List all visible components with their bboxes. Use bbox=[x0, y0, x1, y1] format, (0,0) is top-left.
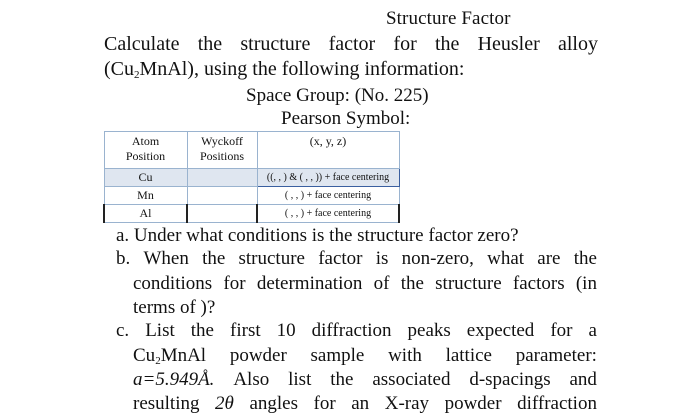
question-c-line-1 bbox=[116, 320, 597, 342]
word: structure bbox=[435, 273, 502, 294]
cell-atom: Al bbox=[104, 205, 187, 223]
word: lattice bbox=[445, 345, 492, 366]
cell-wyckoff bbox=[187, 169, 257, 187]
word: factor bbox=[328, 33, 376, 55]
word: the bbox=[434, 33, 460, 55]
word: list bbox=[288, 369, 312, 390]
word: Calculate bbox=[104, 33, 180, 55]
question-c-formula-prefix: Cu bbox=[133, 345, 156, 366]
word: factors bbox=[512, 273, 565, 294]
cell-coords: ((, , ) & ( , , )) + face centering bbox=[257, 169, 399, 187]
cell-wyckoff bbox=[187, 187, 257, 205]
word: first bbox=[230, 320, 261, 341]
wyckoff-table bbox=[103, 131, 400, 223]
question-c-line-2 bbox=[133, 345, 597, 367]
word: what bbox=[487, 248, 525, 269]
word: the bbox=[400, 273, 424, 294]
word: (in bbox=[575, 273, 597, 294]
word: for bbox=[393, 33, 417, 55]
table-row bbox=[104, 205, 399, 223]
word: determination bbox=[256, 273, 363, 294]
word: Heusler bbox=[477, 33, 540, 55]
word: alloy bbox=[557, 33, 598, 55]
word: of bbox=[373, 273, 390, 294]
header-wyckoff-line-1: Wyckoff bbox=[201, 134, 243, 148]
table-row bbox=[104, 169, 399, 187]
question-c-formula-rest: MnAl bbox=[160, 345, 207, 366]
word: non-zero, bbox=[401, 248, 474, 269]
word: powder bbox=[444, 393, 502, 414]
word: and bbox=[569, 369, 597, 390]
pearson-symbol-label: Pearson Symbol: bbox=[281, 108, 411, 129]
intro-formula-prefix: (Cu bbox=[104, 58, 134, 80]
word: the bbox=[190, 320, 214, 341]
word: 2θ bbox=[215, 393, 234, 414]
question-a: a. Under what conditions is the structure factor zero? bbox=[116, 225, 519, 246]
header-atom-line-2: Position bbox=[125, 149, 166, 163]
cell-wyckoff bbox=[187, 205, 257, 223]
space-group-label: Space Group: (No. 225) bbox=[246, 85, 429, 106]
word: for bbox=[550, 320, 573, 341]
header-wyckoff-line-2: Positions bbox=[199, 149, 244, 163]
cell-atom: Mn bbox=[104, 187, 187, 205]
word: associated bbox=[372, 369, 451, 390]
word: are bbox=[537, 248, 561, 269]
question-b-line-1 bbox=[116, 248, 597, 270]
cell-coords: ( , , ) + face centering bbox=[257, 205, 399, 223]
word: a bbox=[588, 320, 597, 341]
question-b-line-2 bbox=[133, 273, 597, 295]
word: b. bbox=[116, 248, 131, 269]
word: d-spacings bbox=[469, 369, 551, 390]
word: is bbox=[375, 248, 389, 269]
word: the bbox=[197, 33, 223, 55]
word: the bbox=[330, 369, 354, 390]
intro-line-1 bbox=[104, 33, 598, 56]
question-c-formula-subscript: 2 bbox=[155, 355, 161, 367]
word: sample bbox=[310, 345, 365, 366]
cell-atom: Cu bbox=[104, 169, 187, 187]
word: factor bbox=[318, 248, 363, 269]
word: peaks bbox=[407, 320, 451, 341]
word: diffraction bbox=[517, 393, 597, 414]
intro-formula-subscript: 2 bbox=[134, 69, 140, 81]
cell-coords: ( , , ) + face centering bbox=[257, 187, 399, 205]
word: c. bbox=[116, 320, 130, 341]
word: 10 bbox=[276, 320, 296, 341]
word: powder bbox=[229, 345, 287, 366]
word: a=5.949Å. bbox=[133, 369, 215, 390]
word: for bbox=[223, 273, 246, 294]
word: structure bbox=[240, 33, 311, 55]
header-wyckoff-positions bbox=[187, 132, 257, 169]
word: diffraction bbox=[311, 320, 392, 341]
word: angles bbox=[249, 393, 298, 414]
word: an bbox=[351, 393, 370, 414]
word: resulting bbox=[133, 393, 200, 414]
word: with bbox=[388, 345, 422, 366]
word: parameter: bbox=[515, 345, 597, 366]
word: structure bbox=[238, 248, 305, 269]
intro-line-2 bbox=[104, 58, 464, 81]
question-b-line-3: terms of )? bbox=[133, 297, 216, 318]
table-row bbox=[104, 187, 399, 205]
header-atom-line-1: Atom bbox=[131, 134, 160, 148]
word: conditions bbox=[133, 273, 213, 294]
word: When bbox=[143, 248, 189, 269]
word: for bbox=[313, 393, 336, 414]
word: X-ray bbox=[384, 393, 430, 414]
question-c-line-4 bbox=[133, 393, 597, 415]
question-c-line-3 bbox=[133, 369, 597, 391]
word: the bbox=[202, 248, 226, 269]
word: List bbox=[145, 320, 175, 341]
page-title: Structure Factor bbox=[386, 8, 511, 29]
word: Also bbox=[233, 369, 270, 390]
word: expected bbox=[466, 320, 535, 341]
word: the bbox=[573, 248, 597, 269]
header-coordinates: (x, y, z) bbox=[257, 132, 399, 169]
table-header-row bbox=[104, 132, 399, 169]
intro-line-2-rest: MnAl), using the following information: bbox=[139, 58, 465, 80]
question-c-formula bbox=[133, 345, 206, 367]
header-atom-position bbox=[104, 132, 187, 169]
